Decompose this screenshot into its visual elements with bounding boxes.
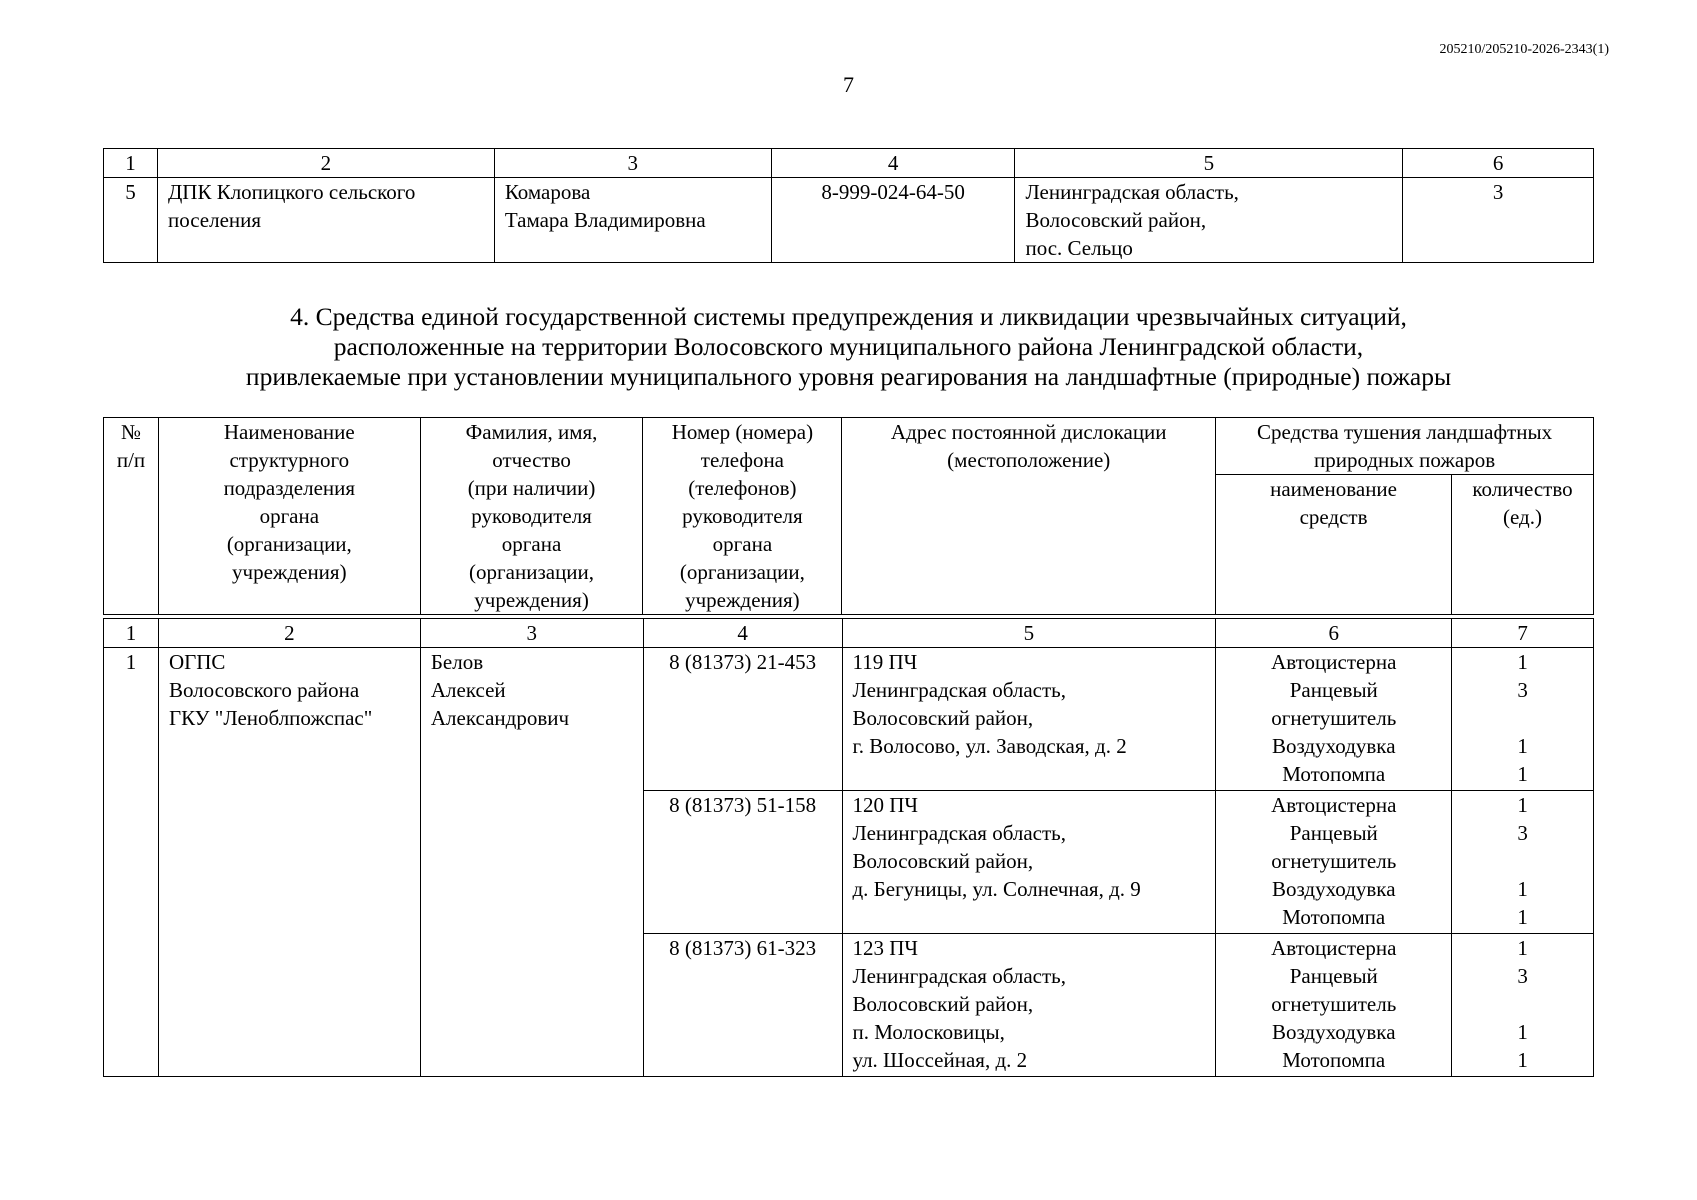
- document-id: 205210/205210-2026-2343(1): [1439, 42, 1609, 57]
- col-num: 2: [157, 149, 494, 178]
- col-num: 1: [104, 149, 158, 178]
- text-line: Средства тушения ландшафтных: [1257, 420, 1553, 444]
- equipment-item: Автоцистерна: [1271, 793, 1397, 817]
- text-line: отчество: [492, 448, 571, 472]
- header-table: [103, 417, 1594, 615]
- header-means-qty: [1451, 475, 1593, 615]
- quantity: 1: [1517, 762, 1528, 786]
- text-line: г. Волосово, ул. Заводская, д. 2: [852, 734, 1127, 758]
- quantity: 3: [1517, 678, 1528, 702]
- text-line: (организации,: [226, 532, 352, 556]
- header-means-name: [1216, 475, 1452, 615]
- text-line: Волосовский район,: [1025, 208, 1207, 232]
- quantity: 3: [1517, 821, 1528, 845]
- header-address: [842, 418, 1216, 615]
- column-number-row: [104, 149, 1594, 178]
- quantity: 1: [1517, 905, 1528, 929]
- phone-number: 8-999-024-64-50: [771, 178, 1015, 263]
- text-line: (телефонов): [688, 476, 797, 500]
- equipment-item: Автоцистерна: [1271, 936, 1397, 960]
- text-line: органа: [712, 532, 773, 556]
- row-number: 1: [104, 648, 159, 1077]
- text-line: Белов: [430, 650, 484, 674]
- text-line: учреждения): [232, 560, 347, 584]
- text-line: Волосовского района: [168, 678, 360, 702]
- equipment-item: огнетушитель: [1271, 992, 1397, 1016]
- text-line: Адрес постоянной дислокации: [890, 420, 1167, 444]
- text-line: Ленинградская область,: [852, 678, 1066, 702]
- text-line: природных пожаров: [1314, 448, 1496, 472]
- text-line: Ленинградская область,: [1025, 180, 1239, 204]
- text-line: (местоположение): [947, 448, 1111, 472]
- text-line: Алексей: [430, 678, 506, 702]
- text-line: Александрович: [430, 706, 570, 730]
- text-line: №: [120, 420, 141, 444]
- text-line: 119 ПЧ: [852, 650, 918, 674]
- text-line: Ленинградская область,: [852, 964, 1066, 988]
- head-person: [494, 178, 771, 263]
- column-number-row: [104, 619, 1594, 648]
- header-phone: [643, 418, 842, 615]
- equipment-item: Автоцистерна: [1271, 650, 1397, 674]
- text-line: 120 ПЧ: [852, 793, 919, 817]
- continuation-table: [103, 148, 1594, 263]
- text-line: органа: [259, 504, 320, 528]
- text-line: пос. Сельцо: [1025, 236, 1133, 260]
- head-person: [420, 648, 643, 1077]
- col-num: 1: [104, 619, 159, 648]
- table-row: [104, 648, 1594, 791]
- text-line: поселения: [167, 208, 262, 232]
- row-number: 5: [104, 178, 158, 263]
- text-line: Ленинградская область,: [852, 821, 1066, 845]
- text-line: Наименование: [223, 420, 355, 444]
- equipment-item: Воздуходувка: [1272, 734, 1396, 758]
- text-line: (организации,: [679, 560, 805, 584]
- phone-number: 8 (81373) 51-158: [643, 791, 842, 934]
- text-line: руководителя: [471, 504, 592, 528]
- col-num: 7: [1452, 619, 1594, 648]
- quantity: [1462, 990, 1583, 1018]
- text-line: ДПК Клопицкого сельского: [167, 180, 416, 204]
- quantity: 1: [1517, 1048, 1528, 1072]
- quantity: [1462, 704, 1583, 732]
- col-num: 5: [842, 619, 1216, 648]
- equipment-item: Ранцевый: [1289, 678, 1378, 702]
- quantity: [1462, 847, 1583, 875]
- address: [1015, 178, 1403, 263]
- text-line: учреждения): [685, 588, 800, 612]
- table-row: [104, 178, 1594, 263]
- text-line: (при наличии): [467, 476, 596, 500]
- equipment-item: Мотопомпа: [1282, 905, 1386, 929]
- text-line: ул. Шоссейная, д. 2: [852, 1048, 1028, 1072]
- text-line: Номер (номера): [671, 420, 814, 444]
- means-table: [103, 618, 1594, 1077]
- text-line: Комарова: [504, 180, 591, 204]
- text-line: п. Молосковицы,: [852, 1020, 1005, 1044]
- text-line: 123 ПЧ: [852, 936, 919, 960]
- text-line: учреждения): [474, 588, 589, 612]
- quantity: 1: [1517, 1020, 1528, 1044]
- quantity: 3: [1517, 964, 1528, 988]
- header-name: [158, 418, 420, 615]
- quantity: 1: [1517, 793, 1528, 817]
- organization-name: [157, 178, 494, 263]
- col-num: 6: [1403, 149, 1594, 178]
- phone-number: 8 (81373) 61-323: [643, 934, 842, 1077]
- header-person: [420, 418, 643, 615]
- organization-name: [158, 648, 420, 1077]
- text-line: органа: [501, 532, 562, 556]
- col-num: 2: [158, 619, 420, 648]
- header-means: [1216, 418, 1594, 475]
- col-num: 4: [771, 149, 1015, 178]
- heading-line: привлекаемые при установлении муниципального уровня реагирования на ландшафтные (природные) пожары: [245, 362, 1452, 391]
- equipment-item: Ранцевый: [1289, 821, 1378, 845]
- header-number: [104, 418, 159, 615]
- equipment-item: Воздуходувка: [1272, 1020, 1396, 1044]
- text-line: количество: [1472, 477, 1573, 501]
- quantity-list: [1452, 791, 1594, 934]
- text-line: (ед.): [1503, 505, 1542, 529]
- text-line: средств: [1299, 505, 1368, 529]
- text-line: структурного: [229, 448, 350, 472]
- text-line: Волосовский район,: [852, 992, 1034, 1016]
- equipment-item: Воздуходувка: [1272, 877, 1396, 901]
- text-line: ОГПС: [168, 650, 226, 674]
- equipment-list: [1216, 791, 1452, 934]
- text-line: Тамара Владимировна: [504, 208, 706, 232]
- equipment-item: огнетушитель: [1271, 849, 1397, 873]
- quantity: 1: [1517, 734, 1528, 758]
- section-heading: [103, 302, 1594, 392]
- col-num: 3: [420, 619, 643, 648]
- text-line: (организации,: [469, 560, 595, 584]
- quantity-list: [1452, 934, 1594, 1077]
- equipment-list: [1216, 934, 1452, 1077]
- address: [842, 791, 1216, 934]
- text-line: Волосовский район,: [852, 706, 1034, 730]
- heading-line: расположенные на территории Волосовского муниципального района Ленинградской области,: [333, 332, 1364, 361]
- page-number: 7: [843, 72, 854, 97]
- equipment-list: [1216, 648, 1452, 791]
- text-line: п/п: [116, 448, 146, 472]
- quantity: 1: [1517, 936, 1528, 960]
- text-line: телефона: [700, 448, 785, 472]
- col-num: 4: [643, 619, 842, 648]
- text-line: наименование: [1270, 477, 1397, 501]
- phone-number: 8 (81373) 21-453: [643, 648, 842, 791]
- quantity: 1: [1517, 650, 1528, 674]
- equipment-item: Мотопомпа: [1282, 762, 1386, 786]
- quantity-list: [1452, 648, 1594, 791]
- text-line: ГКУ "Леноблпожспас": [168, 706, 373, 730]
- address: [842, 648, 1216, 791]
- text-line: Фамилия, имя,: [465, 420, 598, 444]
- count: 3: [1403, 178, 1594, 263]
- col-num: 5: [1015, 149, 1403, 178]
- text-line: руководителя: [682, 504, 803, 528]
- text-line: Волосовский район,: [852, 849, 1034, 873]
- equipment-item: огнетушитель: [1271, 706, 1397, 730]
- address: [842, 934, 1216, 1077]
- col-num: 3: [494, 149, 771, 178]
- text-line: подразделения: [223, 476, 356, 500]
- quantity: 1: [1517, 877, 1528, 901]
- col-num: 6: [1216, 619, 1452, 648]
- equipment-item: Мотопомпа: [1282, 1048, 1386, 1072]
- text-line: д. Бегуницы, ул. Солнечная, д. 9: [852, 877, 1141, 901]
- heading-line: 4. Средства единой государственной системы предупреждения и ликвидации чрезвычайных ситуаций,: [290, 302, 1407, 331]
- equipment-item: Ранцевый: [1289, 964, 1378, 988]
